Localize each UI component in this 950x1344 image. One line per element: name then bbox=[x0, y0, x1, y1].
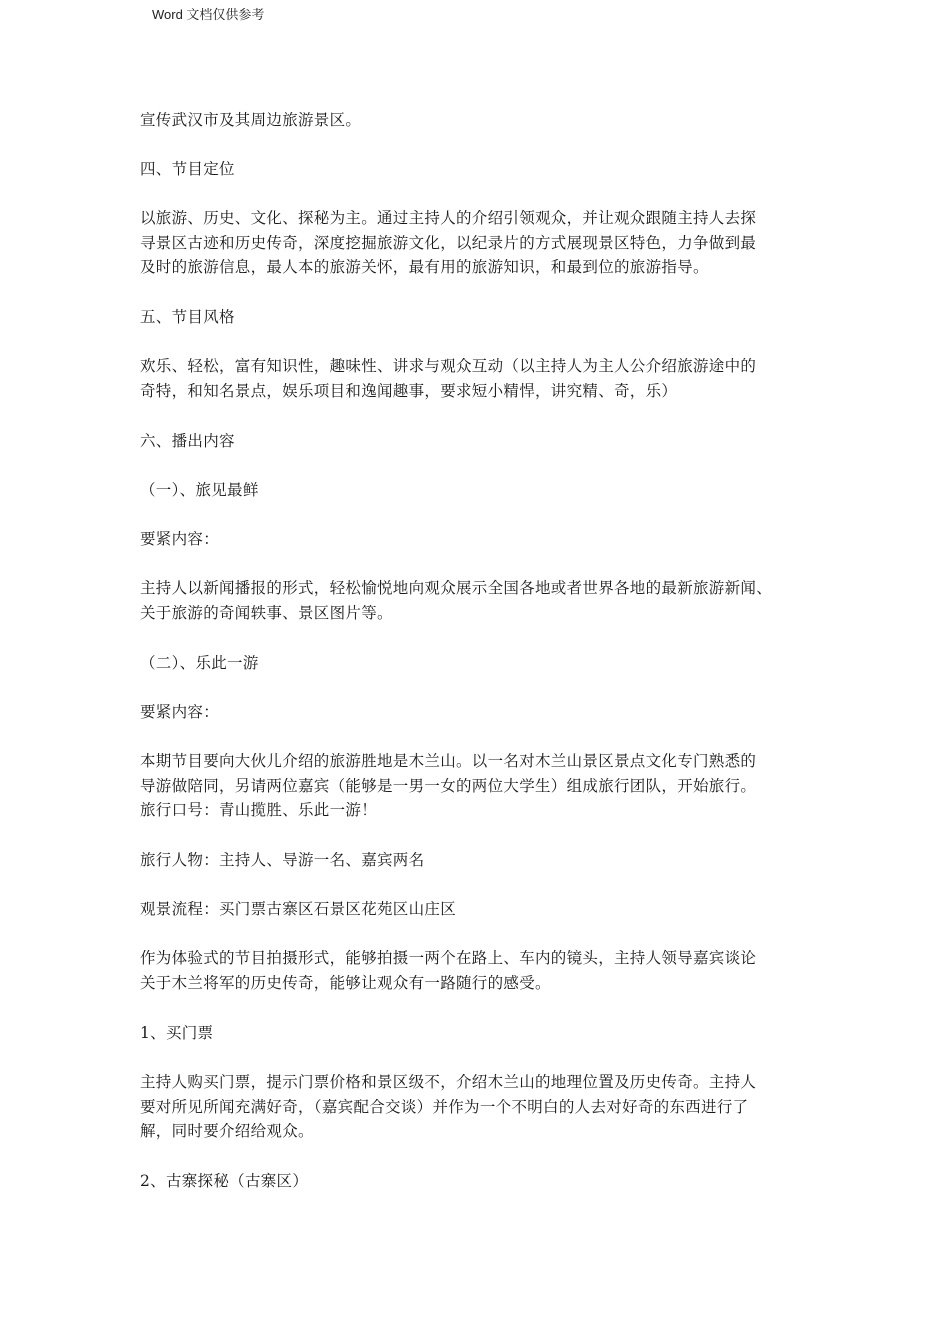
section-heading: 六、播出内容 bbox=[140, 432, 235, 450]
paragraph: 欢乐、轻松，富有知识性，趣味性、讲求与观众互动（以主持人为主人公介绍旅游途中的 奇特，和知名景点，娱乐项目和逸闻趣事，要求短小精悍，讲究精、奇，乐） bbox=[140, 357, 757, 400]
paragraph: 作为体验式的节目拍摄形式，能够拍摄一两个在路上、车内的镜头，主持人领导嘉宾谈论 关于木兰将军的历史传奇，能够让观众有一路随行的感受。 bbox=[140, 949, 757, 992]
paragraph: 本期节目要向大伙儿介绍的旅游胜地是木兰山。以一名对木兰山景区景点文化专门熟悉的 导游做陪同，另请两位嘉宾（能够是一男一女的两位大学生）组成旅行团队，开始旅行。 旅行口号：青山揽胜、乐此一游！ bbox=[140, 752, 757, 819]
paragraph: 主持人购买门票，提示门票价格和景区级不，介绍木兰山的地理位置及历史传奇。主持人 要对所见所闻充满好奇，（嘉宾配合交谈）并作为一个不明白的人去对好奇的东西进行了 解，同时要介绍给观众。 bbox=[140, 1073, 757, 1140]
item-heading: 2、古寨探秘（古寨区） bbox=[140, 1172, 309, 1190]
paragraph: 以旅游、历史、文化、探秘为主。通过主持人的介绍引领观众，并让观众跟随主持人去探 寻景区古迹和历史传奇，深度挖掘旅游文化，以纪录片的方式展现景区特色，力争做到最 及时的旅游信息，最人本的旅游关怀，最有用的旅游知识，和最到位的旅游指导。 bbox=[140, 209, 757, 276]
subsection-heading: （二）、乐此一游 bbox=[140, 654, 259, 672]
paragraph-label: 要紧内容： bbox=[140, 530, 220, 548]
paragraph: 宣传武汉市及其周边旅游景区。 bbox=[140, 111, 362, 129]
item-heading: 1、买门票 bbox=[140, 1024, 214, 1042]
paragraph: 旅行人物：主持人、导游一名、嘉宾两名 bbox=[140, 851, 425, 869]
section-heading: 五、节目风格 bbox=[140, 308, 235, 326]
paragraph: 观景流程：买门票古寨区石景区花苑区山庄区 bbox=[140, 900, 457, 918]
subsection-heading: （一）、旅见最鲜 bbox=[140, 481, 259, 499]
paragraph-label: 要紧内容： bbox=[140, 703, 220, 721]
header-note: Word 文档仅供参考 bbox=[152, 7, 265, 22]
paragraph: 主持人以新闻播报的形式，轻松愉悦地向观众展示全国各地或者世界各地的最新旅游新闻、 关于旅游的奇闻轶事、景区图片等。 bbox=[140, 579, 773, 622]
section-heading: 四、节目定位 bbox=[140, 160, 235, 178]
